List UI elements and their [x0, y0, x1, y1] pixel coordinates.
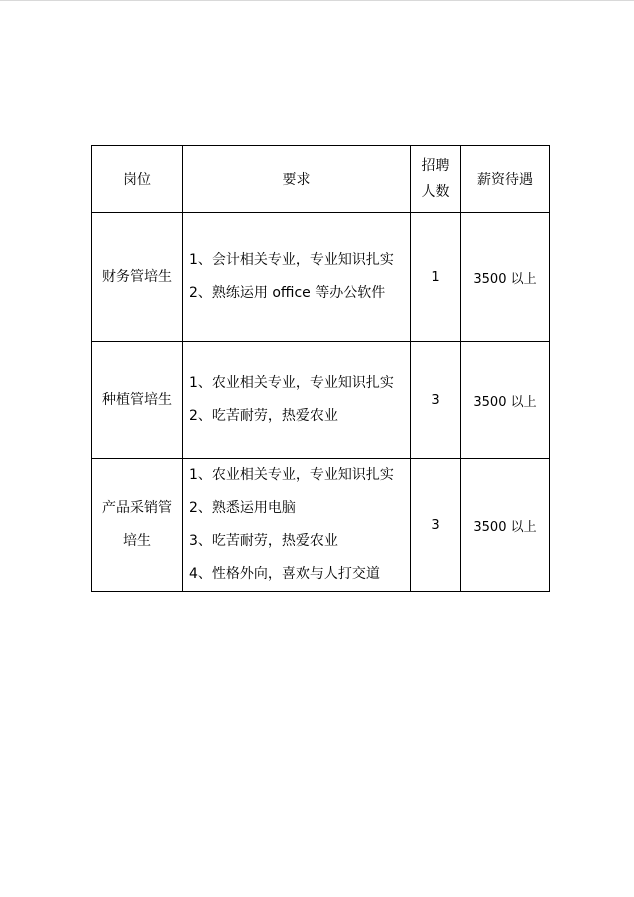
requirements-list	[183, 367, 410, 433]
requirement-item: 2、吃苦耐劳，热爱农业	[189, 408, 338, 424]
cell-position	[92, 459, 183, 592]
cell-salary: 3500 以上	[461, 213, 550, 342]
cell-position	[92, 342, 183, 459]
recruitment-table	[91, 145, 550, 592]
table-row	[92, 459, 550, 592]
position-name: 财务管培生	[102, 268, 172, 285]
requirement-item: 1、农业相关专业，专业知识扎实	[189, 467, 394, 483]
page-top-rule	[0, 0, 634, 1]
header-position: 岗位	[92, 146, 183, 213]
cell-requirements	[183, 459, 411, 592]
cell-salary: 3500 以上	[461, 342, 550, 459]
position-name: 种植管培生	[102, 391, 172, 408]
requirement-item: 3、吃苦耐劳，热爱农业	[189, 533, 338, 549]
header-salary: 薪资待遇	[461, 146, 550, 213]
cell-salary: 3500 以上	[461, 459, 550, 592]
cell-position	[92, 213, 183, 342]
requirement-item: 4、性格外向，喜欢与人打交道	[189, 566, 380, 582]
header-headcount	[411, 146, 461, 213]
header-headcount-label: 招聘人数	[421, 158, 450, 200]
requirements-list	[183, 244, 410, 310]
position-name: 产品采销管培生	[102, 500, 172, 549]
cell-requirements	[183, 342, 411, 459]
table-row	[92, 342, 550, 459]
table-row	[92, 213, 550, 342]
cell-requirements	[183, 213, 411, 342]
cell-headcount: 3	[411, 342, 461, 459]
requirements-list	[183, 459, 410, 591]
header-requirements: 要求	[183, 146, 411, 213]
cell-headcount: 1	[411, 213, 461, 342]
table-header-row	[92, 146, 550, 213]
requirement-item: 1、会计相关专业，专业知识扎实	[189, 252, 394, 268]
requirement-item: 2、熟悉运用电脑	[189, 500, 296, 516]
requirement-item: 2、熟练运用 office 等办公软件	[189, 285, 386, 301]
cell-headcount: 3	[411, 459, 461, 592]
requirement-item: 1、农业相关专业，专业知识扎实	[189, 375, 394, 391]
